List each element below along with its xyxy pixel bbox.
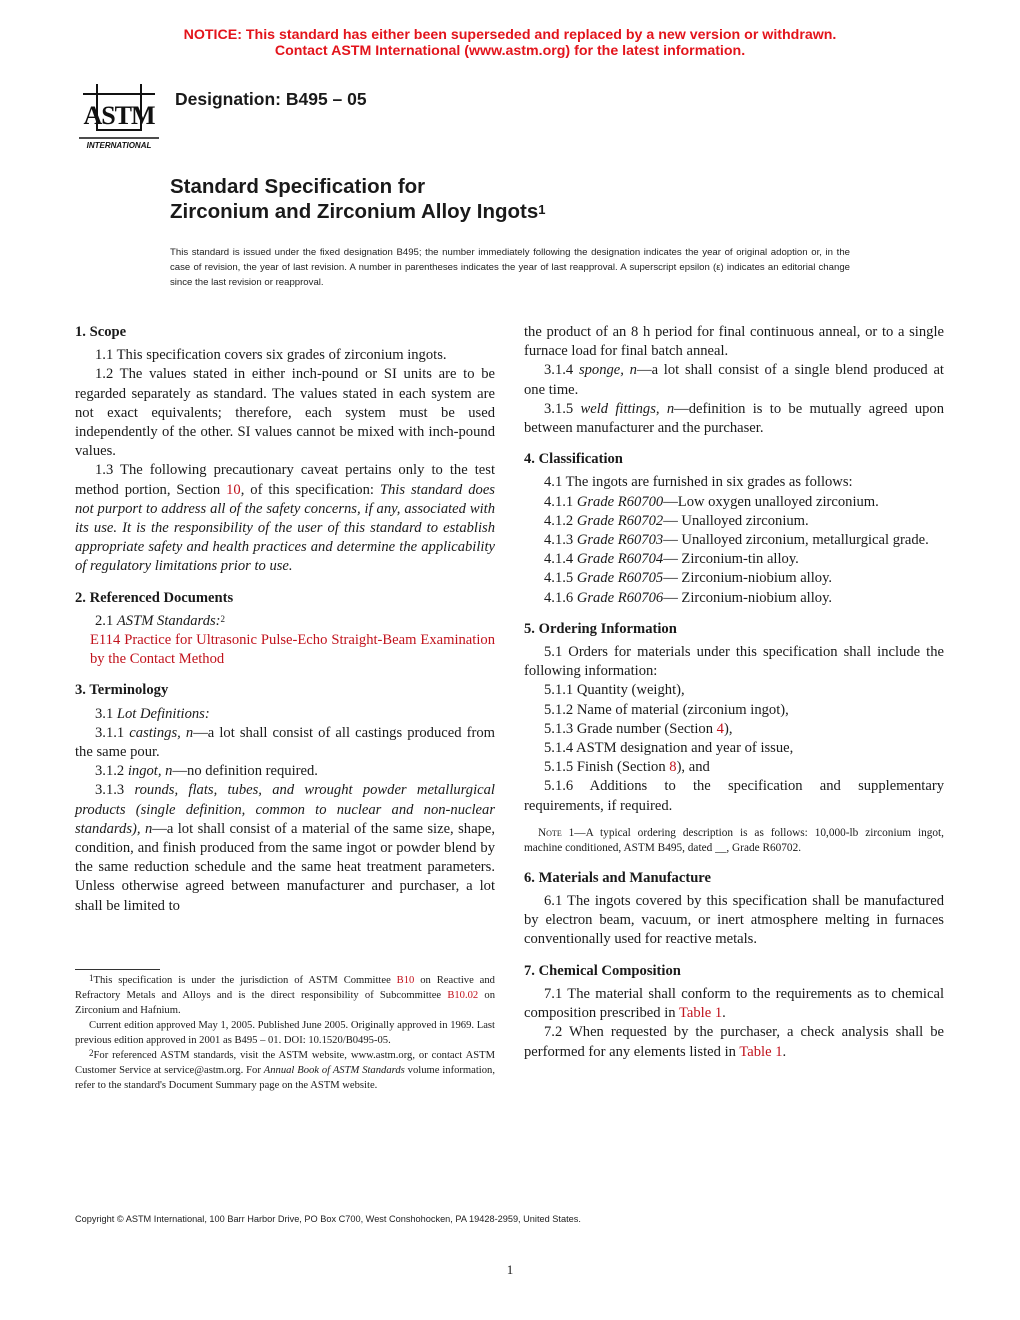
section-heading: 1. Scope <box>75 324 127 340</box>
copyright: Copyright © ASTM International, 100 Barr Harbor Drive, PO Box C700, West Conshohocken, PA 19428-2959, United States. <box>75 1214 581 1224</box>
section-classification <box>524 450 944 608</box>
paragraph: 3.1.1 castings, n—a lot shall consist of all castings produced from the same pour. <box>75 724 495 761</box>
footnote-2: $^2$For referenced ASTM standards, visit the ASTM website, www.astm.org, or contact ASTM Customer Service at service@astm.org. For Annual Book of ASTM Standards volume information, refer to the standard's Document Summary page on the ASTM website. <box>75 1048 495 1091</box>
page-title <box>170 174 545 224</box>
list-item: 5.1.4 ASTM designation and year of issue, <box>544 740 794 757</box>
grade-item: 4.1.4 Grade R60704— Zirconium-tin alloy. <box>544 551 799 568</box>
paragraph: 5.1 Orders for materials under this specification shall include the following information: <box>524 644 944 680</box>
footnote-rule <box>75 969 160 970</box>
paragraph: 3.1.2 ingot, n—no definition required. <box>95 763 318 780</box>
terminology-continued <box>524 323 944 438</box>
paragraph: 3.1 Lot Definitions: <box>95 705 210 722</box>
grade-item: 4.1.6 Grade R60706— Zirconium-niobium alloy. <box>544 589 833 606</box>
section-ordering-information <box>524 620 944 857</box>
logo-sub: INTERNATIONAL <box>86 141 152 150</box>
paragraph: 1.3 The following precautionary caveat pertains only to the test method portion, Section 10, of this specification: This standard does not purport to address all of the safety concerns, if any, associated with its use. It is the responsibility of the user of this standard to establish appropriate safety and health practices and determine the applicability of regulatory limitations prior to use. <box>75 462 495 575</box>
reference-e114-link[interactable]: E114 Practice for Ultrasonic Pulse-Echo Straight-Beam Examination by the Contact Method <box>90 632 495 668</box>
table-1-link[interactable]: Table 1 <box>739 1043 783 1060</box>
paragraph: 6.1 The ingots covered by this specification shall be manufactured by electron beam, vacuum, or inert atmosphere melting in furnaces conventionally used for reactive metals. <box>524 893 944 948</box>
paragraph: 7.1 The material shall conform to the requirements as to chemical composition prescribed in Table 1. <box>524 985 944 1022</box>
list-item: 5.1.5 Finish (Section 8), and <box>544 759 710 776</box>
grades-list <box>524 493 944 608</box>
paragraph: 3.1.4 sponge, n—a lot shall consist of a single blend produced at one time. <box>524 362 944 398</box>
section-heading: 7. Chemical Composition <box>524 962 681 979</box>
section-4-link[interactable]: 4 <box>716 720 724 737</box>
notice-line-1: NOTICE: This standard has either been superseded and replaced by a new version or withdrawn. <box>183 27 837 43</box>
right-column <box>524 323 944 1074</box>
issued-statement: This standard is issued under the fixed designation B495; the number immediately following the designation indicates the year of original adoption or, in the case of revision, the year of last revision. A number in parentheses indicates the year of last reapproval. A superscript epsilon (ε) indicates an editorial change since the last revision or reapproval. <box>170 247 850 288</box>
paragraph: the product of an 8 h period for final continuous anneal, or to a single furnace load for final batch anneal. <box>524 324 944 360</box>
section-10-link[interactable]: 10 <box>226 481 241 498</box>
left-column <box>75 323 495 928</box>
grade-item: 4.1.1 Grade R60700—Low oxygen unalloyed zirconium. <box>544 493 879 510</box>
subcommittee-b1002-link[interactable]: B10.02 <box>447 990 479 1001</box>
list-item: 5.1.3 Grade number (Section 4), <box>544 720 733 737</box>
grade-item: 4.1.5 Grade R60705— Zirconium-niobium alloy. <box>544 570 833 587</box>
designation: Designation: B495 – 05 <box>175 89 367 109</box>
section-materials-and-manufacture <box>524 869 944 950</box>
notice-banner <box>0 27 1020 59</box>
title-line-1: Standard Specification for <box>170 175 426 198</box>
paragraph: 7.2 When requested by the purchaser, a check analysis shall be performed for any elements listed in Table 1. <box>524 1024 944 1060</box>
section-chemical-composition <box>524 962 944 1062</box>
list-item: 5.1.2 Name of material (zirconium ingot), <box>544 701 789 718</box>
section-heading: 4. Classification <box>524 451 623 468</box>
section-scope <box>75 323 495 577</box>
note-1: Note 1—A typical ordering description is as follows: 10,000-lb zirconium ingot, machine conditioned, ASTM B495, dated __, Grade R60702. <box>524 826 944 855</box>
paragraph: 3.1.3 rounds, flats, tubes, and wrought powder metallurgical products (single definition, common to nuclear and non-nuclear standards), n—a lot shall consist of a material of the same size, shape, condition, and finish produced from the same ingot or powder blend by the same reduction schedule and the same heat treatment parameters. Unless otherwise agreed between manufacturer and purchaser, a lot shall be limited to <box>75 782 495 914</box>
page-number: 1 <box>506 1262 514 1277</box>
paragraph: 4.1 The ingots are furnished in six grades as follows: <box>544 474 853 491</box>
title-footnote-mark: 1 <box>538 202 546 217</box>
paragraph: 1.1 This specification covers six grades of zirconium ingots. <box>95 347 447 364</box>
paragraph: 1.2 The values stated in either inch-pound or SI units are to be regarded separately as standard. The values stated in each system are not exact equivalents; therefore, each system must be used independently of the other. SI values cannot be mixed with inch-pound values. <box>75 366 495 460</box>
paragraph: 3.1.5 weld fittings, n—definition is to be mutually agreed upon between manufacturer and the purchaser. <box>524 400 945 437</box>
section-terminology <box>75 681 495 915</box>
section-heading: 6. Materials and Manufacture <box>524 869 711 886</box>
section-8-link[interactable]: 8 <box>669 759 677 776</box>
committee-b10-link[interactable]: B10 <box>396 975 415 986</box>
grade-item: 4.1.3 Grade R60703— Unalloyed zirconium, metallurgical grade. <box>544 532 929 549</box>
list-item: 5.1.1 Quantity (weight), <box>544 682 685 699</box>
logo-mark: ASTM <box>83 101 155 130</box>
footnote-1: $^1$This specification is under the jurisdiction of ASTM Committee B10 on Reactive and Refractory Metals and Alloys and is the direct responsibility of Subcommittee B10.02 on Zirconium and Hafnium. <box>75 973 496 1016</box>
notice-line-2: Contact ASTM International (www.astm.org) for the latest information. <box>274 43 746 59</box>
footnote-1-edition: Current edition approved May 1, 2005. Published June 2005. Originally approved in 1969. Last previous edition approved in 2001 as B495 – 01. DOI: 10.1520/B0495-05. <box>75 1020 495 1046</box>
section-heading: 3. Terminology <box>75 682 169 699</box>
title-line-2: Zirconium and Zirconium Alloy Ingots$^1$ <box>170 200 546 223</box>
section-heading: 2. Referenced Documents <box>75 589 234 606</box>
section-referenced-documents <box>75 589 495 670</box>
list-item: 5.1.6 Additions to the specification and supplementary requirements, if required. <box>524 778 944 814</box>
footnotes <box>75 969 495 1093</box>
table-1-link[interactable]: Table 1 <box>678 1005 723 1022</box>
section-heading: 5. Ordering Information <box>524 620 677 637</box>
paragraph: 2.1 ASTM Standards:$^2$ <box>95 612 226 629</box>
astm-logo-icon <box>77 74 161 154</box>
grade-item: 4.1.2 Grade R60702— Unalloyed zirconium. <box>544 512 809 529</box>
